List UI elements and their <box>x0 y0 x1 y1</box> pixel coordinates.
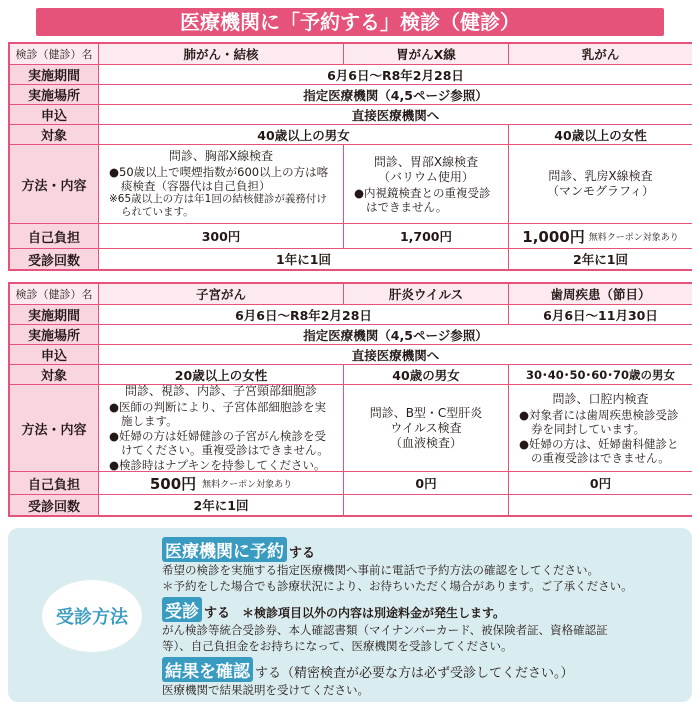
method-main: 問診、胸部X線検査 <box>168 149 274 163</box>
method-main: （バリウム使用） <box>378 169 474 184</box>
row-label-name: 検診（健診）名 <box>10 44 98 64</box>
method-bullet: ●検診時はナプキンを持参してください。 <box>109 458 326 471</box>
method-main: 問診、口腔内検査 <box>552 391 649 406</box>
method-note: ※65歳以上の方は年1回の結核健診が義務付けられています。 <box>109 193 327 218</box>
screening-table-2 <box>8 282 692 517</box>
row-label-method: 方法・内容 <box>10 385 98 471</box>
coupon-note: 無料クーポン対象あり <box>202 479 293 490</box>
col-header-periodontal: 歯周疾患（節目） <box>509 284 692 304</box>
method-bullet: ●対象者には歯周疾患検診受診券を同封しています。 <box>519 407 679 436</box>
row-label-cost: 自己負担 <box>10 472 98 494</box>
apply-cell: 直接医療機関へ <box>99 105 692 124</box>
step-reserve-text: 希望の検診を実施する指定医療機関へ事前に電話で予約方法の確認をしてください。 <box>162 563 599 577</box>
count-cell: 2年に1回 <box>99 495 343 515</box>
step-visit <box>162 597 608 654</box>
row-label-count: 受診回数 <box>10 249 98 269</box>
col-header-breast: 乳がん <box>509 44 692 64</box>
step-result-suffix: する（精密検査が必要な方は必ず受診してください。） <box>255 666 574 681</box>
cost-value: 1,000円 <box>522 227 585 246</box>
consultation-method-badge: 受診方法 <box>42 580 142 652</box>
method-main: 問診、乳房X線検査 <box>548 169 653 183</box>
step-visit-suffix: する <box>204 606 231 621</box>
step-reserve-heading: 医療機関に予約 <box>162 537 287 562</box>
cost-cell: 0円 <box>344 472 508 494</box>
method-cell-stomach <box>344 145 508 223</box>
screening-table-1 <box>8 42 692 271</box>
row-label-name: 検診（健診）名 <box>10 284 98 304</box>
method-main: ウイルス検査 <box>390 420 462 435</box>
row-label-count: 受診回数 <box>10 495 98 515</box>
period-cell: 6月6日～R8年2月28日 <box>99 305 508 324</box>
place-cell: 指定医療機関（4,5ページ参照） <box>99 325 692 344</box>
method-main: （マンモグラフィ） <box>546 184 655 198</box>
count-cell-empty <box>509 495 692 515</box>
coupon-note: 無料クーポン対象あり <box>588 232 679 243</box>
target-cell: 30･40･50･60･70歳の男女 <box>509 365 692 384</box>
method-main: 問診、胃部X線検査 <box>373 154 479 169</box>
method-cell-breast <box>509 145 692 223</box>
cost-cell: 0円 <box>509 472 692 494</box>
step-reserve <box>162 537 633 594</box>
step-visit-text: がん検診等統合受診券、本人確認書類（マイナンバーカード、被保険者証、資格確認証 <box>162 623 608 637</box>
method-main: 問診、視診、内診、子宮頸部細胞診 <box>124 385 317 398</box>
row-label-period: 実施期間 <box>10 305 98 324</box>
method-cell-hepatitis <box>344 385 508 471</box>
col-header-lung: 肺がん・結核 <box>99 44 343 64</box>
row-label-apply: 申込 <box>10 345 98 364</box>
period-cell: 6月6日～11月30日 <box>509 305 692 324</box>
target-cell: 20歳以上の女性 <box>99 365 343 384</box>
step-visit-note: ＊検診項目以外の内容は別途料金が発生します。 <box>242 606 506 620</box>
place-cell: 指定医療機関（4,5ページ参照） <box>99 85 692 104</box>
target-cell: 40歳以上の男女 <box>99 125 508 144</box>
method-cell-periodontal <box>509 385 692 471</box>
step-visit-heading: 受診 <box>162 597 202 622</box>
row-label-apply: 申込 <box>10 105 98 124</box>
row-label-method: 方法・内容 <box>10 145 98 223</box>
target-cell: 40歳以上の女性 <box>509 125 692 144</box>
step-result-heading: 結果を確認 <box>162 657 253 682</box>
count-cell: 1年に1回 <box>99 249 508 269</box>
step-reserve-note: ＊予約をした場合でも診療状況により、お待ちいただく場合があります。ご了承ください。 <box>162 579 633 593</box>
row-label-target: 対象 <box>10 125 98 144</box>
row-label-place: 実施場所 <box>10 85 98 104</box>
row-label-cost: 自己負担 <box>10 224 98 248</box>
col-header-uterine: 子宮がん <box>99 284 343 304</box>
col-header-hepatitis: 肝炎ウイルス <box>344 284 508 304</box>
method-bullet: ●50歳以上で喫煙指数が600以上の方は喀痰検査（容器代は自己負担） <box>109 165 329 193</box>
step-visit-text: 等）、自己負担金をお持ちになって、医療機関を受診してください。 <box>162 639 513 653</box>
col-header-stomach: 胃がんX線 <box>344 44 508 64</box>
step-result <box>162 657 574 698</box>
row-label-place: 実施場所 <box>10 325 98 344</box>
row-label-target: 対象 <box>10 365 98 384</box>
cost-cell <box>99 472 343 494</box>
count-cell: 2年に1回 <box>509 249 692 269</box>
method-cell-lung <box>99 145 343 223</box>
method-main: 問診、B型・C型肝炎 <box>369 405 483 420</box>
method-bullet: ●医師の判断により、子宮体部細胞診を実施します。 <box>109 400 327 428</box>
period-cell: 6月6日～R8年2月28日 <box>99 65 692 84</box>
page-title: 医療機関に「予約する」検診（健診） <box>36 8 664 36</box>
step-reserve-suffix: する <box>289 546 316 561</box>
cost-cell: 300円 <box>99 224 343 248</box>
cost-cell: 1,700円 <box>344 224 508 248</box>
row-label-period: 実施期間 <box>10 65 98 84</box>
apply-cell: 直接医療機関へ <box>99 345 692 364</box>
method-bullet: ●妊婦の方は、妊婦歯科健診との重複受診はできません。 <box>519 436 679 465</box>
count-cell-empty <box>344 495 508 515</box>
method-main: （血液検査） <box>389 435 462 450</box>
cost-cell <box>509 224 692 248</box>
method-cell-uterine <box>99 385 343 471</box>
step-result-text: 医療機関で結果説明を受けてください。 <box>162 683 369 697</box>
method-bullet: ●内視鏡検査との重複受診はできません。 <box>354 185 491 214</box>
method-bullet: ●妊婦の方は妊婦健診の子宮がん検診を受けてください。重複受診はできません。 <box>109 429 329 457</box>
target-cell: 40歳の男女 <box>344 365 508 384</box>
cost-value: 500円 <box>149 474 197 493</box>
